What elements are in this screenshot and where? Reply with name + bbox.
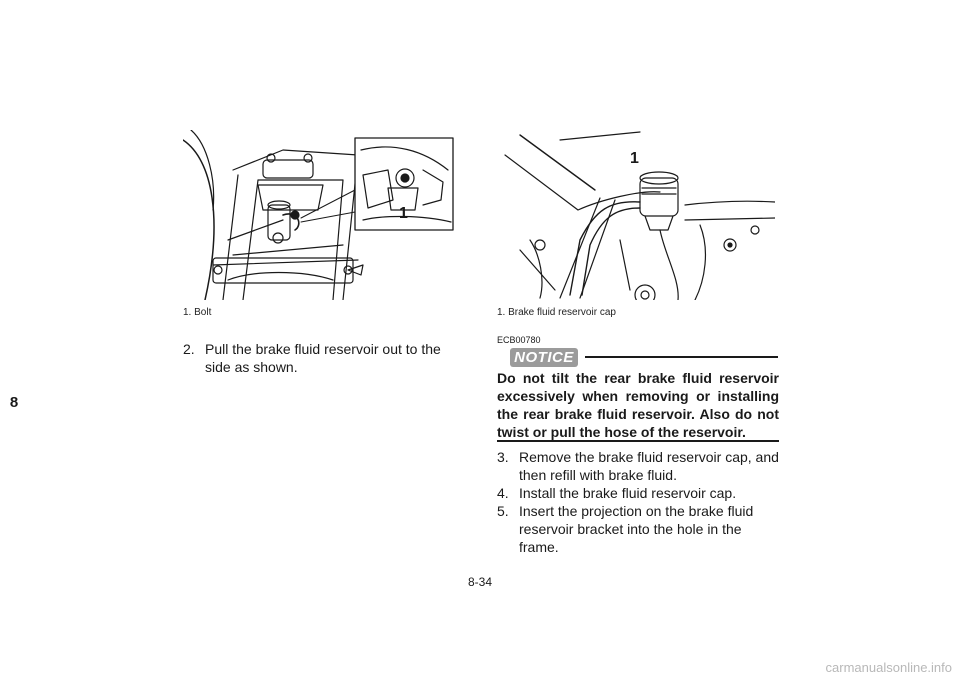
step-number: 3. — [497, 449, 509, 465]
bolt-caption: 1. Bolt — [183, 307, 212, 318]
step-text: Install the brake fluid reservoir cap. — [519, 485, 737, 501]
notice-badge: NOTICE — [510, 348, 578, 367]
step-text: Pull the brake fluid reservoir out to the side as shown. — [205, 341, 441, 375]
step-3 — [497, 448, 779, 484]
step-2 — [183, 340, 463, 376]
notice-text: Do not tilt the rear brake fluid reservoir excessively when removing or installing the rear brake fluid reservoir. Also do not twist or pull the hose of the reservoir. — [497, 370, 779, 440]
watermark: carmanualsonline.info — [825, 660, 952, 675]
notice-code: ECB00780 — [497, 335, 541, 345]
page-number: 8-34 — [467, 575, 493, 589]
notice-rule — [585, 356, 778, 358]
step-text: Insert the projection on the brake fluid reservoir bracket into the hole in the frame. — [519, 503, 754, 555]
notice-end-rule — [497, 440, 779, 442]
reservoir-cap-illustration — [500, 130, 775, 300]
reservoir-cap-caption: 1. Brake fluid reservoir cap — [497, 307, 616, 318]
step-4 — [497, 484, 779, 502]
step-number: 2. — [183, 341, 195, 357]
step-text: Remove the brake fluid reservoir cap, and then refill with brake fluid. — [519, 449, 779, 483]
bolt-callout: 1 — [399, 205, 408, 222]
step-number: 5. — [497, 503, 509, 519]
chapter-tab: 8 — [9, 393, 19, 411]
step-number: 4. — [497, 485, 509, 501]
step-5 — [497, 502, 779, 556]
bolt-illustration — [183, 130, 458, 300]
reservoir-cap-callout: 1 — [630, 150, 639, 167]
